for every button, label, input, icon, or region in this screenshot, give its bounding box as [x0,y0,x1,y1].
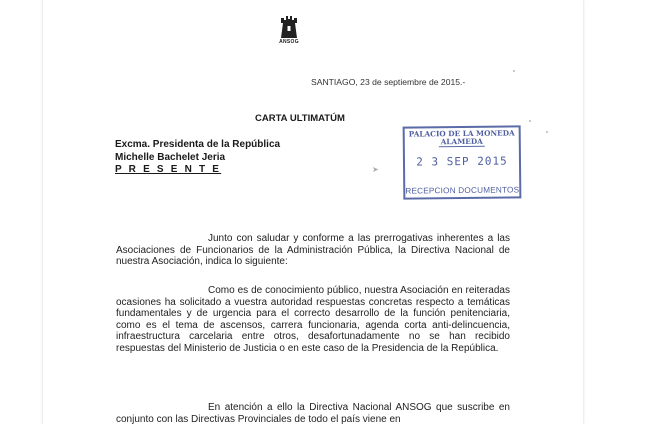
paper-speck [513,70,515,72]
paragraph-3: En atención a ello la Directiva Nacional ANSOG que suscribe en conjunto con las Directivas Provinciales de todo el país viene en [116,402,510,424]
paper-speck [546,131,548,133]
stamp-date: 2 3 SEP 2015 [416,154,508,169]
recipient-block [115,139,280,177]
recipient-presente: P R E S E N T E [115,164,222,175]
paragraph-2: Como es de conocimiento público, nuestra Asociación en reiteradas ocasiones ha solicitado a vuestra autoridad respuestas concretas respecto a temáticas fundamentales y de urgencia para el correcto desarrollo de la función penitenciaria, como es el tema de ascensos, carrera funcionaria, agenda corta anti-delincuencia, infraestructura carcelaria entre otros, desafortunadamente no se han recibido respuestas del Ministerio de Justicia o en este caso de la Presidencia de la República. [116,285,510,354]
stamp-line-alameda: ALAMEDA [439,138,485,147]
date-line: SANTIAGO, 23 de septiembre de 2015.- [311,77,466,87]
recipient-title: Excma. Presidenta de la República [115,139,281,150]
letter-title: CARTA ULTIMATÚM [255,113,345,124]
letter-page [43,0,583,424]
letterhead-logo [271,14,307,45]
mark-arrow-icon: ➤ [372,165,379,174]
stamp-line-recepcion: RECEPCION DOCUMENTOS [405,185,520,196]
paragraph-1: Junto con saludar y conforme a las prerrogativas inherentes a las Asociaciones de Funcionarios de la Administración Pública, la Directiva Nacional de nuestra Asociación, indica lo siguiente: [116,233,510,268]
tower-emblem-icon [278,14,300,38]
paper-speck [529,120,531,122]
logo-text: ANSOG [279,39,299,45]
stamp-line-palacio: PALACIO DE LA MONEDA [408,128,515,139]
recipient-name: Michelle Bachelet Jeria [115,151,226,163]
reception-stamp [403,125,522,199]
